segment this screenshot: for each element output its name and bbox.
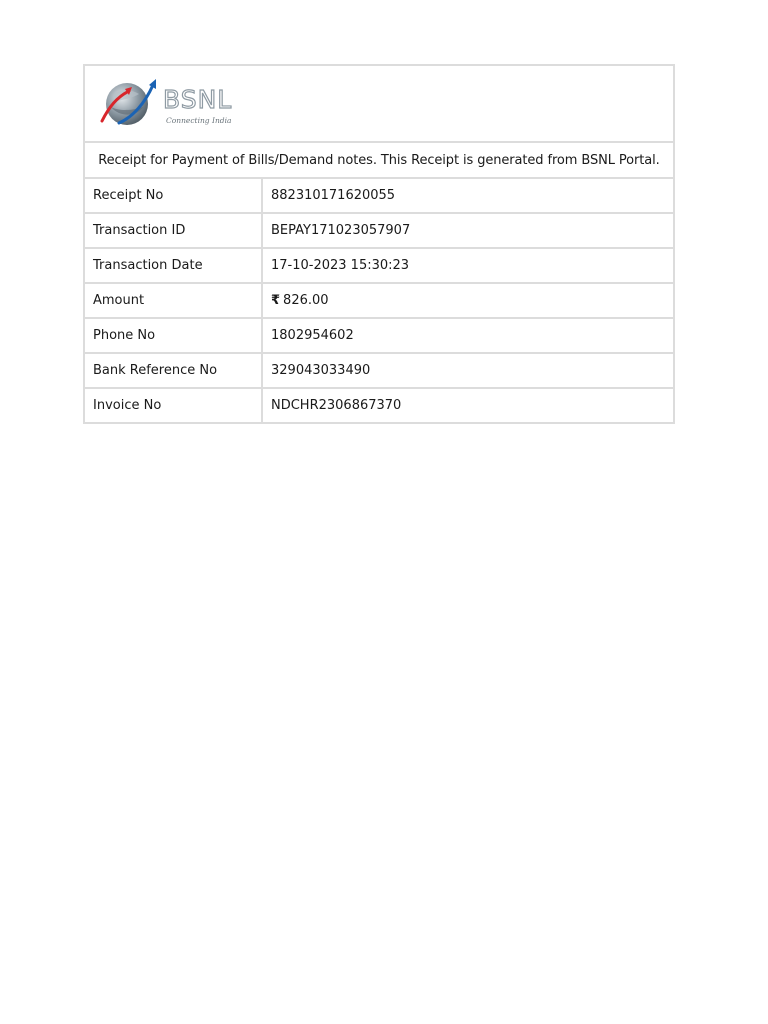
invoice-no-label: Invoice No <box>85 388 262 422</box>
table-row <box>85 283 673 318</box>
table-row <box>85 353 673 388</box>
bsnl-logo <box>99 77 249 129</box>
transaction-date-value: 17-10-2023 15:30:23 <box>262 248 673 283</box>
transaction-date-label: Transaction Date <box>85 248 262 283</box>
logo-row <box>85 66 673 143</box>
transaction-id-value: BEPAY171023057907 <box>262 213 673 248</box>
phone-no-value: 1802954602 <box>262 318 673 353</box>
phone-no-label: Phone No <box>85 318 262 353</box>
amount-label: Amount <box>85 283 262 318</box>
table-row <box>85 213 673 248</box>
receipt-details-table <box>85 179 673 422</box>
bank-reference-no-label: Bank Reference No <box>85 353 262 388</box>
svg-text:BSNL: BSNL <box>163 85 233 114</box>
bsnl-globe-icon <box>99 77 249 129</box>
rupee-icon: ₹ <box>271 293 281 308</box>
receipt-card <box>83 64 675 424</box>
table-row <box>85 248 673 283</box>
svg-text:Connecting India: Connecting India <box>166 116 232 125</box>
amount-value: 826.00 <box>283 293 329 308</box>
table-row <box>85 179 673 213</box>
table-row <box>85 318 673 353</box>
invoice-no-value: NDCHR2306867370 <box>271 398 402 413</box>
receipt-no-value: 882310171620055 <box>262 179 673 213</box>
amount-cell <box>262 283 673 318</box>
bank-reference-no-value: 329043033490 <box>262 353 673 388</box>
transaction-id-label: Transaction ID <box>85 213 262 248</box>
table-row <box>85 388 673 422</box>
receipt-caption: Receipt for Payment of Bills/Demand notes. This Receipt is generated from BSNL Portal. <box>85 143 673 179</box>
receipt-no-label: Receipt No <box>85 179 262 213</box>
